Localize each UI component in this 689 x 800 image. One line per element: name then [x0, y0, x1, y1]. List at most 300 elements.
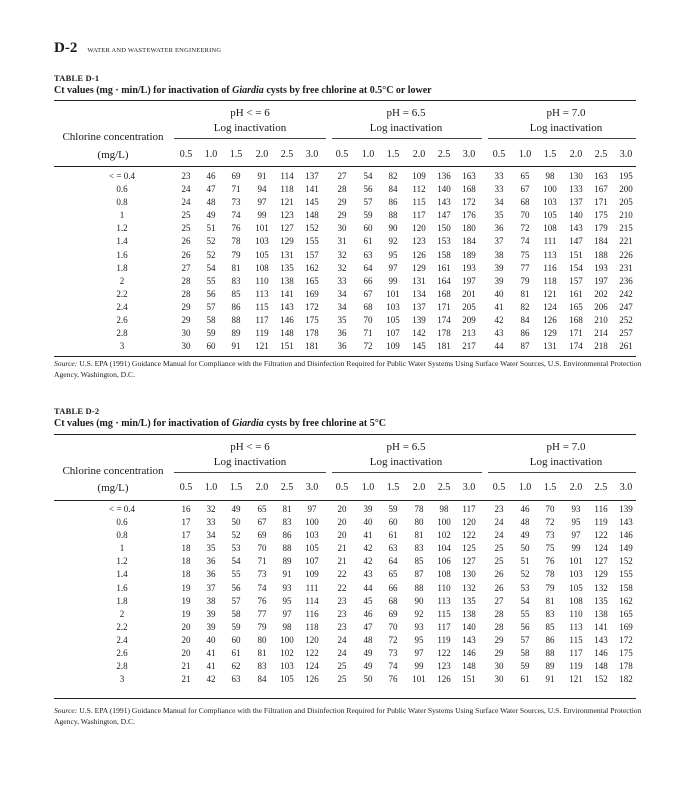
- ct-value-cell: 69: [231, 171, 241, 181]
- ct-value-cell: 36: [337, 341, 347, 352]
- ct-value-cell: 164: [437, 275, 451, 286]
- ct-value-cell: 34: [337, 301, 347, 312]
- ct-value-cell: 28: [494, 608, 504, 619]
- ct-value-cell: 112: [412, 184, 426, 195]
- ct-value-cell: 152: [305, 223, 319, 234]
- ct-value-cell: 168: [462, 184, 476, 195]
- ct-value-cell: 119: [594, 517, 608, 528]
- log-column-header: 2.5: [437, 149, 451, 160]
- ct-value-cell: 46: [206, 171, 216, 181]
- ct-value-cell: 98: [545, 171, 555, 181]
- ct-value-cell: 62: [231, 661, 241, 672]
- table-row: [54, 529, 636, 542]
- table-row: [54, 314, 636, 327]
- ct-value-cell: 104: [437, 543, 451, 554]
- ct-value-cell: 50: [363, 674, 373, 685]
- ct-value-cell: 109: [386, 341, 400, 352]
- ct-value-cell: 19: [181, 595, 191, 606]
- ct-value-cell: 179: [594, 223, 608, 234]
- ct-value-cell: 135: [280, 262, 294, 273]
- ct-value-cell: 100: [543, 184, 557, 195]
- log-column-header: 3.0: [619, 149, 633, 160]
- ct-value-cell: 76: [388, 674, 398, 685]
- table-2-group-ph7: pH = 7.0: [546, 441, 586, 453]
- table-row: [54, 503, 636, 516]
- concentration-cell: 2.2: [116, 288, 128, 299]
- table-row: [54, 183, 636, 196]
- ct-value-cell: 109: [412, 171, 426, 181]
- ct-value-cell: 126: [437, 674, 451, 685]
- ct-value-cell: 87: [520, 341, 530, 352]
- ct-value-cell: 127: [594, 556, 608, 567]
- ct-value-cell: 153: [437, 236, 451, 247]
- ct-value-cell: 39: [494, 275, 504, 286]
- concentration-cell: 0.6: [116, 517, 128, 528]
- ct-value-cell: 22: [337, 582, 347, 593]
- log-column-header: 0.5: [179, 482, 193, 493]
- ct-value-cell: 49: [520, 530, 530, 541]
- ct-value-cell: 124: [543, 301, 557, 312]
- ct-value-cell: 49: [363, 661, 373, 672]
- ct-value-cell: 126: [412, 249, 426, 260]
- ct-value-cell: 147: [569, 236, 583, 247]
- ct-value-cell: 34: [337, 288, 347, 299]
- ct-value-cell: 60: [206, 341, 216, 352]
- ct-value-cell: 21: [337, 556, 347, 567]
- ct-value-cell: 54: [206, 262, 216, 273]
- ct-value-cell: 56: [206, 288, 216, 299]
- ct-value-cell: 36: [206, 556, 216, 567]
- ct-value-cell: 63: [231, 674, 241, 685]
- table-1-group-rule-3: [488, 138, 636, 139]
- ct-value-cell: 21: [181, 674, 191, 685]
- ct-value-cell: 123: [280, 210, 294, 221]
- ct-value-cell: 57: [520, 634, 530, 645]
- ct-value-cell: 122: [462, 530, 476, 541]
- ct-value-cell: 146: [594, 648, 608, 659]
- ct-value-cell: 25: [181, 223, 191, 234]
- ct-value-cell: 242: [619, 288, 633, 299]
- ct-value-cell: 195: [619, 171, 633, 181]
- concentration-cell: 1.4: [116, 569, 128, 580]
- ct-value-cell: 121: [569, 674, 583, 685]
- ct-value-cell: 217: [462, 341, 476, 352]
- ct-value-cell: 47: [363, 621, 373, 632]
- ct-value-cell: 110: [437, 582, 451, 593]
- ct-value-cell: 158: [437, 249, 451, 260]
- ct-value-cell: 162: [619, 595, 633, 606]
- ct-value-cell: 48: [520, 517, 530, 528]
- ct-value-cell: 46: [363, 608, 373, 619]
- ct-value-cell: 105: [569, 582, 583, 593]
- ct-value-cell: 81: [520, 288, 530, 299]
- ct-value-cell: 205: [619, 197, 633, 208]
- ct-value-cell: 71: [363, 328, 373, 339]
- ct-value-cell: 29: [337, 210, 347, 221]
- ct-value-cell: 91: [257, 171, 267, 181]
- ct-value-cell: 44: [363, 582, 373, 593]
- ct-value-cell: 67: [363, 288, 373, 299]
- ct-value-cell: 88: [231, 315, 241, 326]
- ct-value-cell: 55: [231, 569, 241, 580]
- ct-value-cell: 86: [231, 301, 241, 312]
- concentration-cell: 2: [119, 608, 125, 619]
- table-row: [54, 582, 636, 595]
- table-row: [54, 516, 636, 529]
- ct-value-cell: 109: [305, 569, 319, 580]
- ct-value-cell: 54: [231, 556, 241, 567]
- ct-value-cell: 120: [462, 517, 476, 528]
- ct-value-cell: 67: [520, 184, 530, 195]
- ct-value-cell: 231: [619, 262, 633, 273]
- ct-value-cell: 138: [462, 608, 476, 619]
- ct-value-cell: 90: [414, 595, 424, 606]
- ct-value-cell: 167: [594, 184, 608, 195]
- log-column-header: 1.0: [518, 482, 532, 493]
- table-row: [54, 262, 636, 275]
- ct-value-cell: 92: [414, 608, 424, 619]
- ct-value-cell: 39: [363, 504, 373, 514]
- ct-value-cell: 64: [363, 262, 373, 273]
- ct-value-cell: 58: [231, 608, 241, 619]
- table-1-row-header: Chlorine concentration: [62, 131, 164, 143]
- ct-value-cell: 26: [181, 249, 191, 260]
- ct-value-cell: 25: [494, 543, 504, 554]
- ct-value-cell: 127: [462, 556, 476, 567]
- ct-value-cell: 143: [437, 197, 451, 208]
- table-row: [54, 235, 636, 248]
- table-row: [54, 170, 636, 183]
- ct-value-cell: 41: [363, 530, 373, 541]
- ct-value-cell: 181: [437, 341, 451, 352]
- ct-value-cell: 116: [305, 608, 319, 619]
- ct-value-cell: 70: [363, 315, 373, 326]
- table-2-top-rule: [54, 434, 636, 435]
- table-2-label: TABLE D-2: [54, 406, 100, 416]
- ct-value-cell: 200: [619, 184, 633, 195]
- ct-value-cell: 117: [569, 648, 583, 659]
- ct-value-cell: 39: [206, 608, 216, 619]
- ct-value-cell: 95: [388, 249, 398, 260]
- concentration-cell: 2.2: [116, 621, 128, 632]
- ct-value-cell: 93: [282, 582, 292, 593]
- ct-value-cell: 99: [571, 543, 581, 554]
- ct-value-cell: 65: [388, 569, 398, 580]
- ct-value-cell: 118: [280, 184, 294, 195]
- concentration-cell: < = 0.4: [109, 504, 135, 514]
- ct-value-cell: 113: [255, 288, 269, 299]
- ct-value-cell: 102: [437, 530, 451, 541]
- ct-value-cell: 73: [257, 569, 267, 580]
- ct-value-cell: 60: [231, 634, 241, 645]
- ct-value-cell: 74: [231, 210, 241, 221]
- ct-value-cell: 57: [363, 197, 373, 208]
- ct-value-cell: 81: [282, 504, 292, 514]
- ct-value-cell: 86: [388, 197, 398, 208]
- ct-value-cell: 41: [206, 661, 216, 672]
- table-row: [54, 647, 636, 660]
- ct-value-cell: 108: [543, 223, 557, 234]
- ct-value-cell: 165: [305, 275, 319, 286]
- ct-value-cell: 123: [412, 236, 426, 247]
- ct-value-cell: 99: [257, 210, 267, 221]
- ct-value-cell: 168: [569, 315, 583, 326]
- ct-value-cell: 42: [206, 674, 216, 685]
- ct-value-cell: 33: [494, 171, 504, 181]
- concentration-cell: 1.6: [116, 249, 128, 260]
- ct-value-cell: 46: [520, 504, 530, 514]
- ct-value-cell: 99: [414, 661, 424, 672]
- ct-value-cell: 93: [414, 621, 424, 632]
- ct-value-cell: 168: [437, 288, 451, 299]
- ct-value-cell: 137: [412, 301, 426, 312]
- ct-value-cell: 105: [305, 543, 319, 554]
- ct-value-cell: 33: [494, 184, 504, 195]
- ct-value-cell: 121: [255, 341, 269, 352]
- ct-value-cell: 129: [543, 328, 557, 339]
- table-2-row-header: Chlorine concentration: [62, 465, 164, 477]
- ct-value-cell: 115: [437, 608, 451, 619]
- table-1-row-header-unit: (mg/L): [97, 149, 129, 161]
- log-column-header: 1.0: [361, 482, 375, 493]
- log-column-header: 2.5: [594, 482, 608, 493]
- ct-value-cell: 189: [462, 249, 476, 260]
- ct-value-cell: 38: [206, 595, 216, 606]
- table-2-group-rule-3: [488, 472, 636, 473]
- ct-value-cell: 74: [520, 236, 530, 247]
- ct-value-cell: 76: [231, 223, 241, 234]
- ct-value-cell: 145: [305, 197, 319, 208]
- ct-value-cell: 28: [494, 621, 504, 632]
- table-1-group-ph6: pH < = 6: [230, 107, 270, 119]
- log-column-header: 0.5: [492, 149, 506, 160]
- ct-value-cell: 78: [231, 236, 241, 247]
- ct-value-cell: 70: [257, 543, 267, 554]
- log-column-header: 2.0: [569, 149, 583, 160]
- ct-value-cell: 59: [231, 621, 241, 632]
- ct-value-cell: 85: [545, 621, 555, 632]
- ct-value-cell: 30: [494, 661, 504, 672]
- ct-value-cell: 90: [388, 223, 398, 234]
- table-2-group-ph7-sub: Log inactivation: [529, 456, 603, 468]
- ct-value-cell: 154: [569, 262, 583, 273]
- log-column-header: 1.5: [386, 482, 400, 493]
- log-column-header: 0.5: [492, 482, 506, 493]
- log-column-header: 2.0: [412, 149, 426, 160]
- ct-value-cell: 162: [305, 262, 319, 273]
- ct-value-cell: 28: [181, 275, 191, 286]
- ct-value-cell: 169: [305, 288, 319, 299]
- ct-value-cell: 18: [181, 569, 191, 580]
- ct-value-cell: 121: [280, 197, 294, 208]
- log-column-header: 2.5: [437, 482, 451, 493]
- ct-value-cell: 77: [520, 262, 530, 273]
- ct-value-cell: 55: [206, 275, 216, 286]
- ct-value-cell: 70: [388, 621, 398, 632]
- concentration-cell: 2.8: [116, 328, 128, 339]
- table-row: [54, 660, 636, 673]
- ct-value-cell: 138: [594, 608, 608, 619]
- table-2-group-ph6: pH < = 6: [230, 441, 270, 453]
- table-row: [54, 634, 636, 647]
- ct-value-cell: 17: [181, 517, 191, 528]
- ct-value-cell: 202: [594, 288, 608, 299]
- table-row: [54, 222, 636, 235]
- ct-value-cell: 172: [305, 301, 319, 312]
- ct-value-cell: 124: [305, 661, 319, 672]
- ct-value-cell: 97: [388, 262, 398, 273]
- ct-value-cell: 111: [543, 236, 557, 247]
- ct-value-cell: 40: [494, 288, 504, 299]
- ct-value-cell: 130: [462, 569, 476, 580]
- ct-value-cell: 107: [386, 328, 400, 339]
- ct-value-cell: 115: [569, 634, 583, 645]
- ct-value-cell: 113: [569, 621, 583, 632]
- concentration-cell: 1.2: [116, 223, 128, 234]
- ct-value-cell: 54: [363, 171, 373, 181]
- ct-value-cell: 23: [337, 621, 347, 632]
- ct-value-cell: 221: [619, 236, 633, 247]
- ct-value-cell: 80: [257, 634, 267, 645]
- ct-value-cell: 108: [437, 569, 451, 580]
- ct-value-cell: 60: [363, 223, 373, 234]
- ct-value-cell: 66: [388, 582, 398, 593]
- ct-value-cell: 184: [462, 236, 476, 247]
- table-1-group-ph7: pH = 7.0: [546, 107, 586, 119]
- ct-value-cell: 35: [494, 210, 504, 221]
- ct-value-cell: 84: [257, 674, 267, 685]
- ct-value-cell: 92: [388, 236, 398, 247]
- ct-value-cell: 35: [206, 543, 216, 554]
- ct-value-cell: 79: [231, 249, 241, 260]
- ct-value-cell: 129: [594, 569, 608, 580]
- ct-value-cell: 32: [337, 262, 347, 273]
- ct-value-cell: 146: [280, 315, 294, 326]
- ct-value-cell: 82: [520, 301, 530, 312]
- ct-value-cell: 157: [569, 275, 583, 286]
- ct-value-cell: 103: [255, 236, 269, 247]
- ct-value-cell: 50: [520, 543, 530, 554]
- table-row: [54, 542, 636, 555]
- ct-value-cell: 68: [363, 301, 373, 312]
- ct-value-cell: 133: [569, 184, 583, 195]
- ct-value-cell: 40: [206, 634, 216, 645]
- ct-value-cell: 97: [307, 504, 317, 514]
- concentration-cell: 1.8: [116, 262, 128, 273]
- log-column-header: 1.0: [204, 149, 218, 160]
- ct-value-cell: 40: [363, 517, 373, 528]
- ct-value-cell: 69: [388, 608, 398, 619]
- ct-value-cell: 165: [619, 608, 633, 619]
- ct-value-cell: 20: [337, 504, 347, 514]
- ct-value-cell: 113: [437, 595, 451, 606]
- ct-value-cell: 20: [337, 530, 347, 541]
- ct-value-cell: 116: [543, 262, 557, 273]
- ct-value-cell: 137: [305, 171, 319, 181]
- ct-value-cell: 19: [181, 582, 191, 593]
- ct-value-cell: 41: [494, 301, 504, 312]
- log-column-header: 1.0: [361, 149, 375, 160]
- ct-value-cell: 117: [412, 210, 426, 221]
- ct-value-cell: 28: [337, 184, 347, 195]
- ct-value-cell: 29: [181, 301, 191, 312]
- concentration-cell: 1: [119, 210, 125, 221]
- ct-value-cell: 163: [462, 171, 476, 181]
- ct-value-cell: 149: [619, 543, 633, 554]
- ct-value-cell: 60: [388, 517, 398, 528]
- ct-value-cell: 120: [412, 223, 426, 234]
- log-column-header: 3.0: [462, 149, 476, 160]
- ct-value-cell: 33: [337, 275, 347, 286]
- ct-value-cell: 150: [437, 223, 451, 234]
- ct-value-cell: 103: [280, 661, 294, 672]
- ct-value-cell: 22: [337, 569, 347, 580]
- ct-value-cell: 115: [255, 301, 269, 312]
- ct-value-cell: 63: [388, 543, 398, 554]
- ct-value-cell: 30: [337, 223, 347, 234]
- ct-value-cell: 58: [520, 648, 530, 659]
- ct-value-cell: 78: [545, 569, 555, 580]
- ct-value-cell: 75: [520, 249, 530, 260]
- ct-value-cell: 143: [280, 301, 294, 312]
- ct-value-cell: 69: [257, 530, 267, 541]
- ct-value-cell: 23: [337, 595, 347, 606]
- ct-value-cell: 226: [619, 249, 633, 260]
- ct-value-cell: 68: [520, 197, 530, 208]
- ct-value-cell: 257: [619, 328, 633, 339]
- ct-value-cell: 42: [363, 556, 373, 567]
- ct-value-cell: 85: [414, 556, 424, 567]
- table-2-row-header-unit: (mg/L): [97, 482, 129, 494]
- ct-value-cell: 26: [494, 569, 504, 580]
- ct-value-cell: 52: [231, 530, 241, 541]
- ct-value-cell: 16: [181, 504, 191, 514]
- concentration-cell: 2.4: [116, 301, 128, 312]
- ct-value-cell: 213: [462, 328, 476, 339]
- ct-value-cell: 86: [545, 634, 555, 645]
- ct-value-cell: 89: [282, 556, 292, 567]
- ct-value-cell: 32: [206, 504, 216, 514]
- ct-value-cell: 49: [231, 504, 241, 514]
- ct-value-cell: 107: [305, 556, 319, 567]
- ct-value-cell: 49: [206, 210, 216, 221]
- ct-value-cell: 79: [257, 621, 267, 632]
- ct-value-cell: 94: [257, 184, 267, 195]
- log-column-header: 2.0: [569, 482, 583, 493]
- ct-value-cell: 66: [363, 275, 373, 286]
- ct-value-cell: 17: [181, 530, 191, 541]
- ct-value-cell: 80: [414, 517, 424, 528]
- ct-value-cell: 83: [545, 608, 555, 619]
- ct-value-cell: 135: [462, 595, 476, 606]
- ct-value-cell: 193: [594, 262, 608, 273]
- ct-value-cell: 119: [569, 661, 583, 672]
- ct-value-cell: 146: [462, 648, 476, 659]
- ct-value-cell: 47: [206, 184, 216, 195]
- ct-value-cell: 143: [569, 223, 583, 234]
- ct-value-cell: 147: [437, 210, 451, 221]
- ct-value-cell: 134: [412, 288, 426, 299]
- page-header: [54, 40, 221, 57]
- ct-value-cell: 87: [414, 569, 424, 580]
- ct-value-cell: 68: [388, 595, 398, 606]
- ct-value-cell: 36: [206, 569, 216, 580]
- ct-value-cell: 23: [181, 171, 191, 181]
- concentration-cell: 1: [119, 543, 125, 554]
- ct-value-cell: 132: [594, 582, 608, 593]
- ct-value-cell: 44: [494, 341, 504, 352]
- log-column-header: 0.5: [335, 149, 349, 160]
